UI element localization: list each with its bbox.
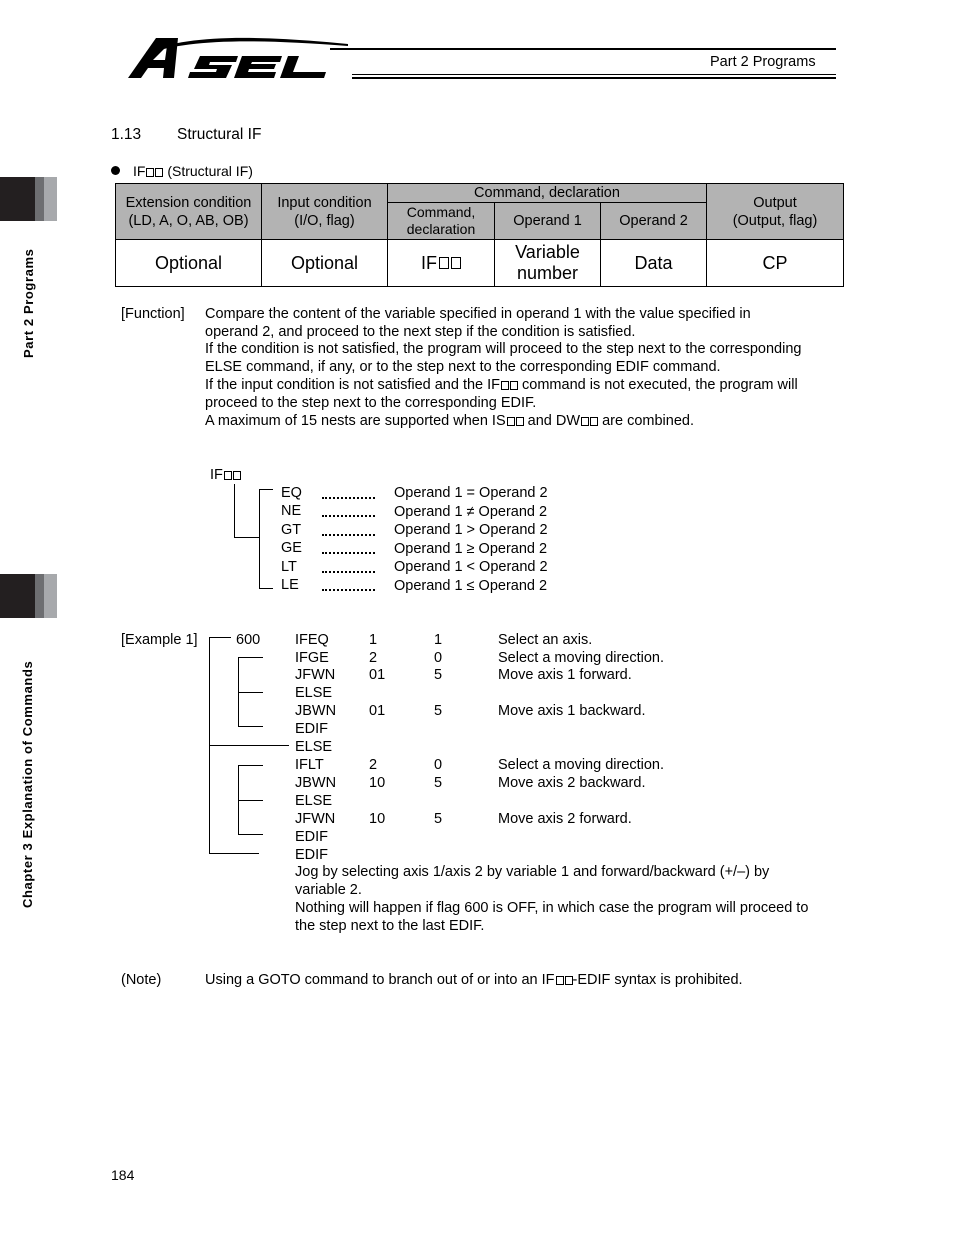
- cmp-code: LE: [281, 577, 299, 593]
- function-label: [Function]: [121, 306, 185, 322]
- side-tab-lower: [0, 574, 57, 618]
- td-extension: Optional: [115, 239, 262, 287]
- cmp-code: EQ: [281, 485, 302, 501]
- td-output: CP: [706, 239, 844, 287]
- bracket-a-top: [238, 657, 263, 658]
- ex-cmd: ELSE: [295, 793, 333, 809]
- ex-op2: 5: [434, 703, 443, 719]
- ex-op1: 10: [369, 775, 386, 791]
- bracket-b-bottom: [238, 834, 263, 835]
- example-note: Nothing will happen if flag 600 is OFF, in which case the program will proceed to: [295, 900, 809, 916]
- side-label-part: Part 2 Programs: [21, 248, 36, 358]
- function-line: operand 2, and proceed to the next step if the condition is satisfied.: [205, 324, 636, 340]
- bullet-dot: [111, 166, 120, 175]
- td-operand2: Data: [600, 239, 707, 287]
- tree-stem: [234, 484, 235, 538]
- cmp-code: NE: [281, 503, 302, 519]
- ex-cmd: JFWN: [295, 811, 336, 827]
- section-title: Structural IF: [177, 126, 262, 143]
- ex-cmd: IFLT: [295, 757, 324, 773]
- function-line: If the input condition is not satisfied and the IF command is not executed, the program will: [205, 377, 798, 393]
- asel-logo: [126, 34, 350, 80]
- ex-op1: 2: [369, 650, 378, 666]
- header-rule-top: [330, 48, 836, 50]
- example-note: variable 2.: [295, 882, 362, 898]
- command-table: [115, 183, 844, 287]
- cmp-desc: Operand 1 ≠ Operand 2: [394, 504, 548, 520]
- bracket-a-else: [238, 692, 263, 693]
- ex-comment: Select a moving direction.: [498, 757, 665, 773]
- header-rule-bottom: [352, 77, 836, 79]
- th-command-group: Command, declaration: [387, 183, 707, 203]
- bracket-outer-bottom: [209, 853, 259, 854]
- cmp-leader: [322, 571, 375, 573]
- ex-comment: Move axis 2 backward.: [498, 775, 646, 791]
- ex-comment: Select a moving direction.: [498, 650, 665, 666]
- function-line: Compare the content of the variable specified in operand 1 with the value specified in: [205, 306, 751, 322]
- ex-comment: Move axis 1 backward.: [498, 703, 646, 719]
- ex-cmd: JBWN: [295, 703, 337, 719]
- th-operand2: Operand 2: [600, 202, 707, 240]
- cmp-leader: [322, 497, 375, 499]
- note-label: (Note): [121, 972, 162, 988]
- example-note: Jog by selecting axis 1/axis 2 by variable 1 and forward/backward (+/–) by: [295, 864, 770, 880]
- ex-cmd: JBWN: [295, 775, 337, 791]
- example-flag: 600: [236, 632, 261, 648]
- cmp-desc: Operand 1 ≥ Operand 2: [394, 541, 548, 557]
- ex-cmd: JFWN: [295, 667, 336, 683]
- cmp-code: GT: [281, 522, 302, 538]
- ex-op2: 0: [434, 650, 443, 666]
- ex-op2: 5: [434, 775, 443, 791]
- side-tab-upper: [0, 177, 57, 221]
- cmp-leader: [322, 552, 375, 554]
- tree-join: [234, 537, 260, 538]
- tree-tick-bottom: [259, 588, 273, 589]
- ex-cmd: EDIF: [295, 721, 329, 737]
- td-command: IF: [387, 239, 495, 287]
- cmp-desc: Operand 1 ≤ Operand 2: [394, 578, 548, 594]
- ex-op1: 01: [369, 667, 386, 683]
- ex-op1: 2: [369, 757, 378, 773]
- ex-cmd: IFGE: [295, 650, 329, 666]
- ex-op1: 1: [369, 632, 378, 648]
- ex-op2: 1: [434, 632, 443, 648]
- header-rule-mid: [352, 74, 836, 75]
- ex-op2: 5: [434, 811, 443, 827]
- section-number: 1.13: [111, 126, 142, 143]
- ex-cmd: ELSE: [295, 685, 333, 701]
- ex-op1: 01: [369, 703, 386, 719]
- function-line: A maximum of 15 nests are supported when IS and DW are combined.: [205, 413, 694, 429]
- th-command: Command, declaration: [387, 202, 495, 240]
- cmp-leader: [322, 515, 375, 517]
- th-operand1: Operand 1: [494, 202, 601, 240]
- header-part-label: Part 2 Programs: [710, 54, 816, 70]
- note-text: Using a GOTO command to branch out of or into an IF -EDIF syntax is prohibited.: [205, 972, 743, 988]
- cmp-leader: [322, 534, 375, 536]
- tree-tick-top: [259, 489, 273, 490]
- ex-comment: Select an axis.: [498, 632, 593, 648]
- cmp-code: LT: [281, 559, 297, 575]
- ex-op2: 0: [434, 757, 443, 773]
- cmp-desc: Operand 1 < Operand 2: [394, 559, 548, 575]
- example-note: the step next to the last EDIF.: [295, 918, 485, 934]
- cmp-desc: Operand 1 > Operand 2: [394, 522, 548, 538]
- bracket-b-top: [238, 765, 263, 766]
- ex-cmd: EDIF: [295, 847, 329, 863]
- ex-cmd: EDIF: [295, 829, 329, 845]
- bracket-outer-else: [209, 745, 289, 746]
- ex-comment: Move axis 1 forward.: [498, 667, 632, 683]
- td-operand1: Variable number: [494, 239, 601, 287]
- th-input: Input condition (I/O, flag): [261, 183, 388, 240]
- cmp-leader: [322, 589, 375, 591]
- bracket-outer-top: [209, 637, 231, 638]
- th-extension: Extension condition (LD, A, O, AB, OB): [115, 183, 262, 240]
- comparison-root: IF: [210, 466, 241, 484]
- th-output: Output (Output, flag): [706, 183, 844, 240]
- function-line: ELSE command, if any, or to the step next to the corresponding EDIF command.: [205, 359, 721, 375]
- bracket-b-else: [238, 800, 263, 801]
- ex-op2: 5: [434, 667, 443, 683]
- bullet-heading: IF (Structural IF): [133, 163, 253, 179]
- cmp-desc: Operand 1 = Operand 2: [394, 485, 548, 501]
- ex-cmd: IFEQ: [295, 632, 329, 648]
- function-line: If the condition is not satisfied, the program will proceed to the step next to the corresponding: [205, 341, 802, 357]
- ex-op1: 10: [369, 811, 386, 827]
- ex-comment: Move axis 2 forward.: [498, 811, 632, 827]
- example-label: [Example 1]: [121, 632, 198, 648]
- ex-cmd: ELSE: [295, 739, 333, 755]
- td-input: Optional: [261, 239, 388, 287]
- cmp-code: GE: [281, 540, 302, 556]
- tree-spine: [259, 489, 260, 589]
- page-number: 184: [111, 1167, 135, 1183]
- function-line: proceed to the step next to the corresponding EDIF.: [205, 395, 537, 411]
- bracket-a-bottom: [238, 726, 263, 727]
- side-label-chapter: Chapter 3 Explanation of Commands: [20, 660, 35, 908]
